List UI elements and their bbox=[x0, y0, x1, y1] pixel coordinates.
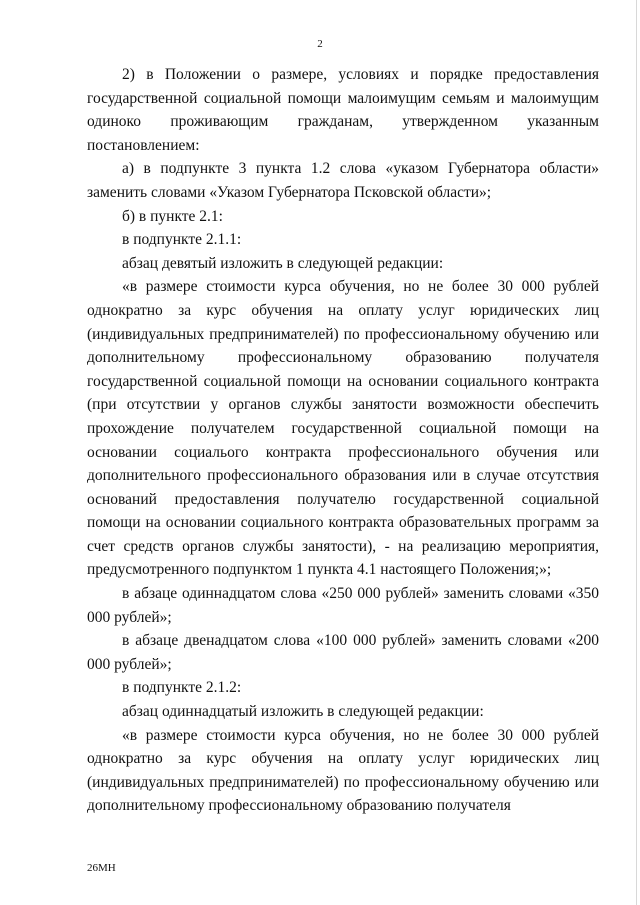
footer-code: 26МН bbox=[87, 862, 116, 874]
paragraph: 2) в Положении о размере, условиях и порядке предоставления государственной социальной помощи малоимущим семьям и малоимущим одиноко проживающим гражданам, утвержденном указанным постановлением: bbox=[87, 66, 599, 154]
paragraph: абзац девятый изложить в следующей редакции: bbox=[122, 254, 444, 272]
document-body bbox=[87, 63, 599, 818]
paragraph: в подпункте 2.1.2: bbox=[122, 679, 242, 697]
paragraph: «в размере стоимости курса обучения, но не более 30 000 рублей однократно за курс обучения на оплату услуг юридических лиц (индивидуальных предпринимателей) по профессиональному обучению или дополнительному профессиональному образованию получателя bbox=[87, 726, 599, 815]
scan-edge bbox=[636, 0, 637, 905]
paragraph: в абзаце двенадцатом слова «100 000 рублей» заменить словами «200 000 рублей»; bbox=[87, 632, 599, 673]
paragraph: б) в пункте 2.1: bbox=[122, 207, 223, 225]
paragraph: абзац одиннадцатый изложить в следующей редакции: bbox=[122, 703, 484, 721]
page-number: 2 bbox=[317, 38, 323, 50]
paragraph: «в размере стоимости курса обучения, но не более 30 000 рублей однократно за курс обучения на оплату услуг юридических лиц (индивидуальных предпринимателей) по профессиональному обучению или дополнительному профессиональному образованию получателя государственной социальной помощи на основании социального контракта (при отсутствии у органов службы занятости возможности обеспечить прохождение получателем государственной социальной помощи на основании социалього контракта профессионального обучения или дополнительного профессионального образования или в случае отсутствия оснований предоставления получателю государственной социальной помощи на основании социального контракта образовательных программ за счет средств органов службы занятости), - на реализацию мероприятия, предусмотренного подпунктом 1 пункта 4.1 настоящего Положения;»; bbox=[87, 278, 599, 579]
paragraph: в абзаце одиннадцатом слова «250 000 рублей» заменить словами «350 000 рублей»; bbox=[87, 585, 599, 626]
paragraph: а) в подпункте 3 пункта 1.2 слова «указом Губернатора области» заменить словами «Указом Губернатора Псковской области»; bbox=[87, 160, 599, 201]
paragraph: в подпункте 2.1.1: bbox=[122, 231, 242, 249]
